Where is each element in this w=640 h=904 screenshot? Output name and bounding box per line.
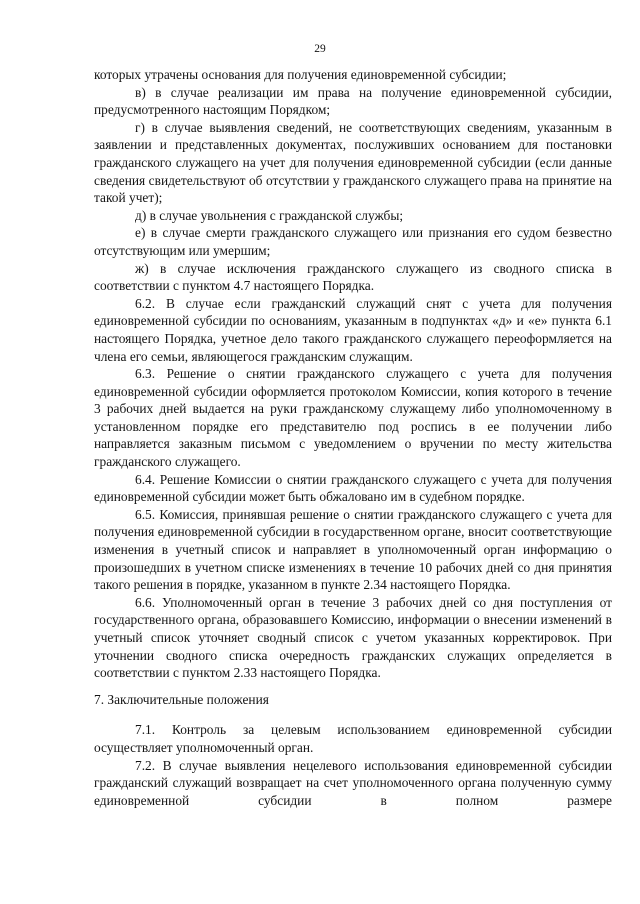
paragraph: 6.4. Решение Комиссии о снятии гражданского служащего с учета для получения единовременной субсидии может быть обжаловано им в судебном порядке.: [94, 471, 612, 505]
paragraph: 6.6. Уполномоченный орган в течение 3 рабочих дней со дня поступления от государственного органа, образовавшего Комиссию, информации о внесении изменений в учетный список уточняет сводный список с учетом указанных корректировок. При уточнении сводного списка очередность гражданских служащих определяется в соответствии с пунктом 2.33 настоящего Порядка.: [94, 594, 612, 681]
paragraph: 7.1. Контроль за целевым использованием единовременной субсидии осуществляет уполномоченный орган.: [94, 722, 612, 755]
page-number: 29: [314, 43, 326, 55]
paragraph: которых утрачены основания для получения единовременной субсидии;: [94, 67, 507, 82]
paragraph: 6.5. Комиссия, принявшая решение о снятии гражданского служащего с учета для получения единовременной субсидии в государственном органе, вносит соответствующие изменения в учетный список и направляет в уполномоченный орган информацию о произошедших в учетном списке изменениях в течение 10 рабочих дней со дня принятия такого решения в порядке, указанном в пункте 2.34 настоящего Порядка.: [94, 506, 612, 593]
paragraph: 7.2. В случае выявления нецелевого использования единовременной субсидии гражданский служащий возвращает на счет уполномоченного органа полученную сумму единовременной субсидии в полном размере: [94, 757, 612, 808]
paragraph: 6.3. Решение о снятии гражданского служащего с учета для получения единовременной субсидии оформляется протоколом Комиссии, копия которого в течение 3 рабочих дней выдается на руки гражданскому служащему либо уполномоченному в установленном порядке его представителю под роспись в ее получении либо направляется заказным письмом с уведомлением о вручении по месту жительства гражданского служащего.: [94, 366, 612, 470]
paragraph: в) в случае реализации им права на получение единовременной субсидии, предусмотренного настоящим Порядком;: [94, 84, 612, 118]
document-body: [94, 66, 612, 809]
paragraph: г) в случае выявления сведений, не соответствующих сведениям, указанным в заявлении и представленных документах, послуживших основанием для постановки гражданского служащего на учет для получения единовременной субсидии (если данные сведения свидетельствуют об отсутствии у гражданского служащего права на принятие на такой учет);: [94, 119, 612, 206]
section-heading: 7. Заключительные положения: [94, 691, 269, 707]
paragraph: д) в случае увольнения с гражданской службы;: [135, 207, 404, 223]
paragraph: 6.2. В случае если гражданский служащий снят с учета для получения единовременной субсидии по основаниям, указанным в подпунктах «д» и «е» пункта 6.1 настоящего Порядка, учетное дело такого гражданского служащего переоформляется на члена его семьи, являющегося гражданским служащим.: [94, 295, 612, 364]
paragraph: е) в случае смерти гражданского служащего или признания его судом безвестно отсутствующим или умершим;: [94, 225, 612, 258]
paragraph: ж) в случае исключения гражданского служащего из сводного списка в соответствии с пунктом 4.7 настоящего Порядка.: [94, 260, 612, 294]
